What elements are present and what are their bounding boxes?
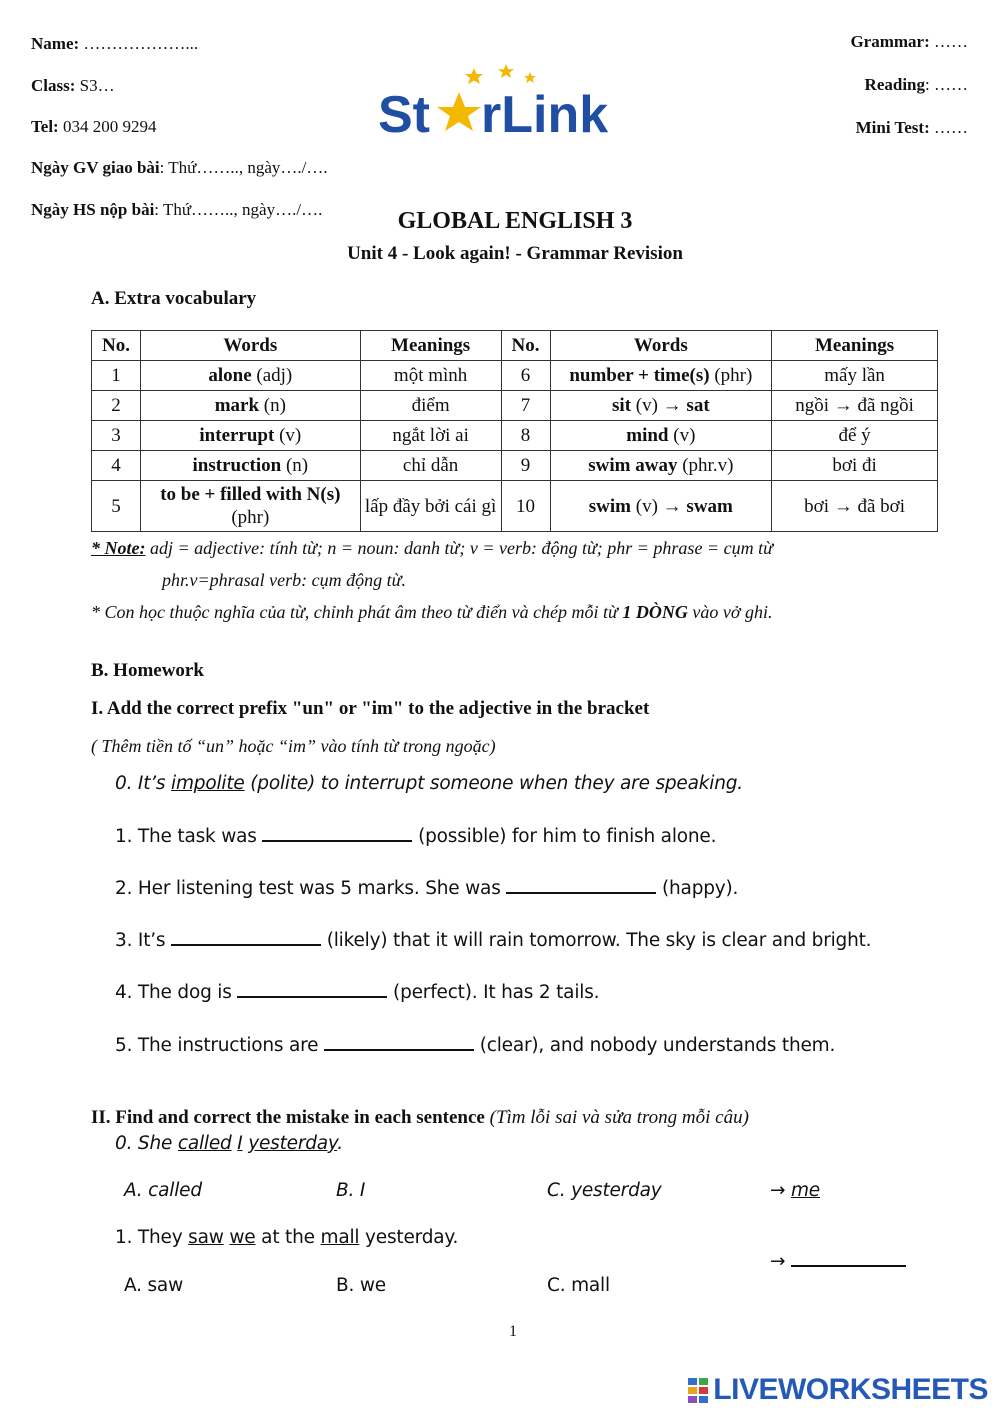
- cell-word: number + time(s) (phr): [550, 361, 772, 391]
- table-row: [92, 391, 938, 421]
- cell-no: 1: [92, 361, 141, 391]
- col-header: Meanings: [772, 331, 938, 361]
- class-line: Class: S3…: [31, 76, 115, 95]
- gv-date-line: Ngày GV giao bài: Thứ…….., ngày…./….: [31, 158, 328, 177]
- col-header: Words: [550, 331, 772, 361]
- cell-meaning: bơi đi: [772, 451, 938, 481]
- cell-word: interrupt (v): [140, 421, 360, 451]
- option-b[interactable]: B. we: [336, 1275, 386, 1296]
- cell-meaning: lấp đầy bởi cái gì: [360, 481, 501, 532]
- tel-value: 034 200 9294: [58, 117, 157, 136]
- reading-score: Reading: ……: [864, 75, 968, 94]
- cell-meaning: mấy lần: [772, 361, 938, 391]
- option-a: A. called: [124, 1180, 202, 1201]
- cell-no: 2: [92, 391, 141, 421]
- name-value: ………………...: [79, 34, 199, 53]
- gv-date-value: : Thứ…….., ngày…./….: [159, 158, 328, 177]
- page-subtitle: Unit 4 - Look again! - Grammar Revision: [347, 243, 683, 264]
- logo-star-icon: [498, 64, 514, 78]
- question-item: 5. The instructions are (clear), and nobody understands them.: [115, 1035, 836, 1056]
- cell-word: mind (v): [550, 421, 772, 451]
- cell-word: to be + filled with N(s) (phr): [140, 481, 360, 532]
- cell-word: alone (adj): [140, 361, 360, 391]
- part2-title: II. Find and correct the mistake in each sentence (Tìm lỗi sai và sửa trong mỗi câu): [91, 1107, 749, 1128]
- option-c: C. yesterday: [547, 1180, 662, 1201]
- grammar-score: Grammar: ……: [850, 32, 968, 51]
- cell-no: 9: [501, 451, 550, 481]
- arrow-icon: →: [770, 1251, 791, 1272]
- col-header: Words: [140, 331, 360, 361]
- tel-line: Tel: 034 200 9294: [31, 117, 157, 136]
- page-title: GLOBAL ENGLISH 3: [397, 208, 633, 234]
- option-a[interactable]: A. saw: [124, 1275, 183, 1296]
- table-row: [92, 451, 938, 481]
- page-number: 1: [509, 1323, 517, 1340]
- col-header: No.: [92, 331, 141, 361]
- correction-field: [770, 1251, 906, 1272]
- class-value: S3…: [75, 76, 115, 95]
- liveworksheets-watermark: [687, 1373, 988, 1407]
- part2-example-sentence: 0. She called I yesterday.: [115, 1133, 343, 1154]
- cell-no: 5: [92, 481, 141, 532]
- logo-center-star-icon: [437, 92, 481, 131]
- cell-meaning: ngắt lời ai: [360, 421, 501, 451]
- cell-no: 4: [92, 451, 141, 481]
- example-answer: impolite: [171, 773, 245, 794]
- note-line-3: * Con học thuộc nghĩa của từ, chỉnh phát âm theo từ điển và chép mỗi từ 1 DÒNG vào vở ghi.: [91, 602, 773, 622]
- note-line-1: * Note: adj = adjective: tính từ; n = noun: danh từ; v = verb: động từ; phr = phrase = cụm từ: [91, 538, 773, 558]
- answer-blank[interactable]: [237, 995, 387, 998]
- name-line: Name: ………………...: [31, 34, 199, 53]
- cell-meaning: để ý: [772, 421, 938, 451]
- table-header-row: [92, 331, 938, 361]
- arrow-icon: →: [770, 1180, 791, 1201]
- table-row: [92, 421, 938, 451]
- table-row: [92, 361, 938, 391]
- option-b: B. I: [336, 1180, 366, 1201]
- section-b-heading: B. Homework: [91, 660, 204, 681]
- logo-text-b: rLink: [481, 86, 609, 142]
- note-line-2: phr.v=phrasal verb: cụm động từ.: [162, 570, 406, 590]
- vocab-table: [91, 330, 938, 532]
- part1-example: 0. It’s impolite (polite) to interrupt someone when they are speaking.: [115, 773, 743, 794]
- example-correction: → me: [770, 1180, 820, 1201]
- hs-date-line: Ngày HS nộp bài: Thứ…….., ngày…./….: [31, 200, 323, 219]
- cell-meaning: ngồi → đã ngồi: [772, 391, 938, 421]
- cell-word: instruction (n): [140, 451, 360, 481]
- question-item: 2. Her listening test was 5 marks. She was (happy).: [115, 878, 739, 899]
- question-item: 3. It’s (likely) that it will rain tomorrow. The sky is clear and bright.: [115, 930, 872, 951]
- answer-blank[interactable]: [324, 1048, 474, 1051]
- col-header: Meanings: [360, 331, 501, 361]
- cell-meaning: điểm: [360, 391, 501, 421]
- cell-meaning: chỉ dẫn: [360, 451, 501, 481]
- logo-star-icon: [524, 72, 536, 83]
- cell-word: swim away (phr.v): [550, 451, 772, 481]
- table-row: [92, 481, 938, 532]
- logo-star-icon: [465, 68, 483, 84]
- cell-no: 6: [501, 361, 550, 391]
- part1-title: I. Add the correct prefix "un" or "im" to the adjective in the bracket: [91, 698, 650, 719]
- minitest-score: Mini Test: ……: [855, 118, 968, 137]
- starlink-logo: [378, 62, 628, 142]
- cell-no: 7: [501, 391, 550, 421]
- part2-question-1: 1. They saw we at the mall yesterday.: [115, 1227, 459, 1248]
- part1-subtitle: ( Thêm tiền tố “un” hoặc “im” vào tính từ trong ngoặc): [91, 736, 496, 756]
- cell-no: 3: [92, 421, 141, 451]
- cell-no: 10: [501, 481, 550, 532]
- hs-date-value: : Thứ…….., ngày…./….: [154, 200, 323, 219]
- section-a-heading: A. Extra vocabulary: [91, 288, 257, 309]
- question-item: 1. The task was (possible) for him to finish alone.: [115, 826, 717, 847]
- cell-meaning: một mình: [360, 361, 501, 391]
- correction-blank[interactable]: [791, 1264, 906, 1267]
- question-item: 4. The dog is (perfect). It has 2 tails.: [115, 982, 600, 1003]
- watermark-text: LIVEWORKSHEETS: [713, 1373, 988, 1406]
- answer-blank[interactable]: [262, 839, 412, 842]
- cell-no: 8: [501, 421, 550, 451]
- liveworksheets-logo-icon: [687, 1376, 709, 1404]
- col-header: No.: [501, 331, 550, 361]
- answer-blank[interactable]: [171, 943, 321, 946]
- logo-text-a: St: [378, 86, 430, 142]
- note-label: * Note:: [91, 538, 146, 558]
- cell-word: mark (n): [140, 391, 360, 421]
- option-c[interactable]: C. mall: [547, 1275, 610, 1296]
- cell-word: sit (v) → sat: [550, 391, 772, 421]
- cell-word: swim (v) → swam: [550, 481, 772, 532]
- answer-blank[interactable]: [506, 891, 656, 894]
- cell-meaning: bơi → đã bơi: [772, 481, 938, 532]
